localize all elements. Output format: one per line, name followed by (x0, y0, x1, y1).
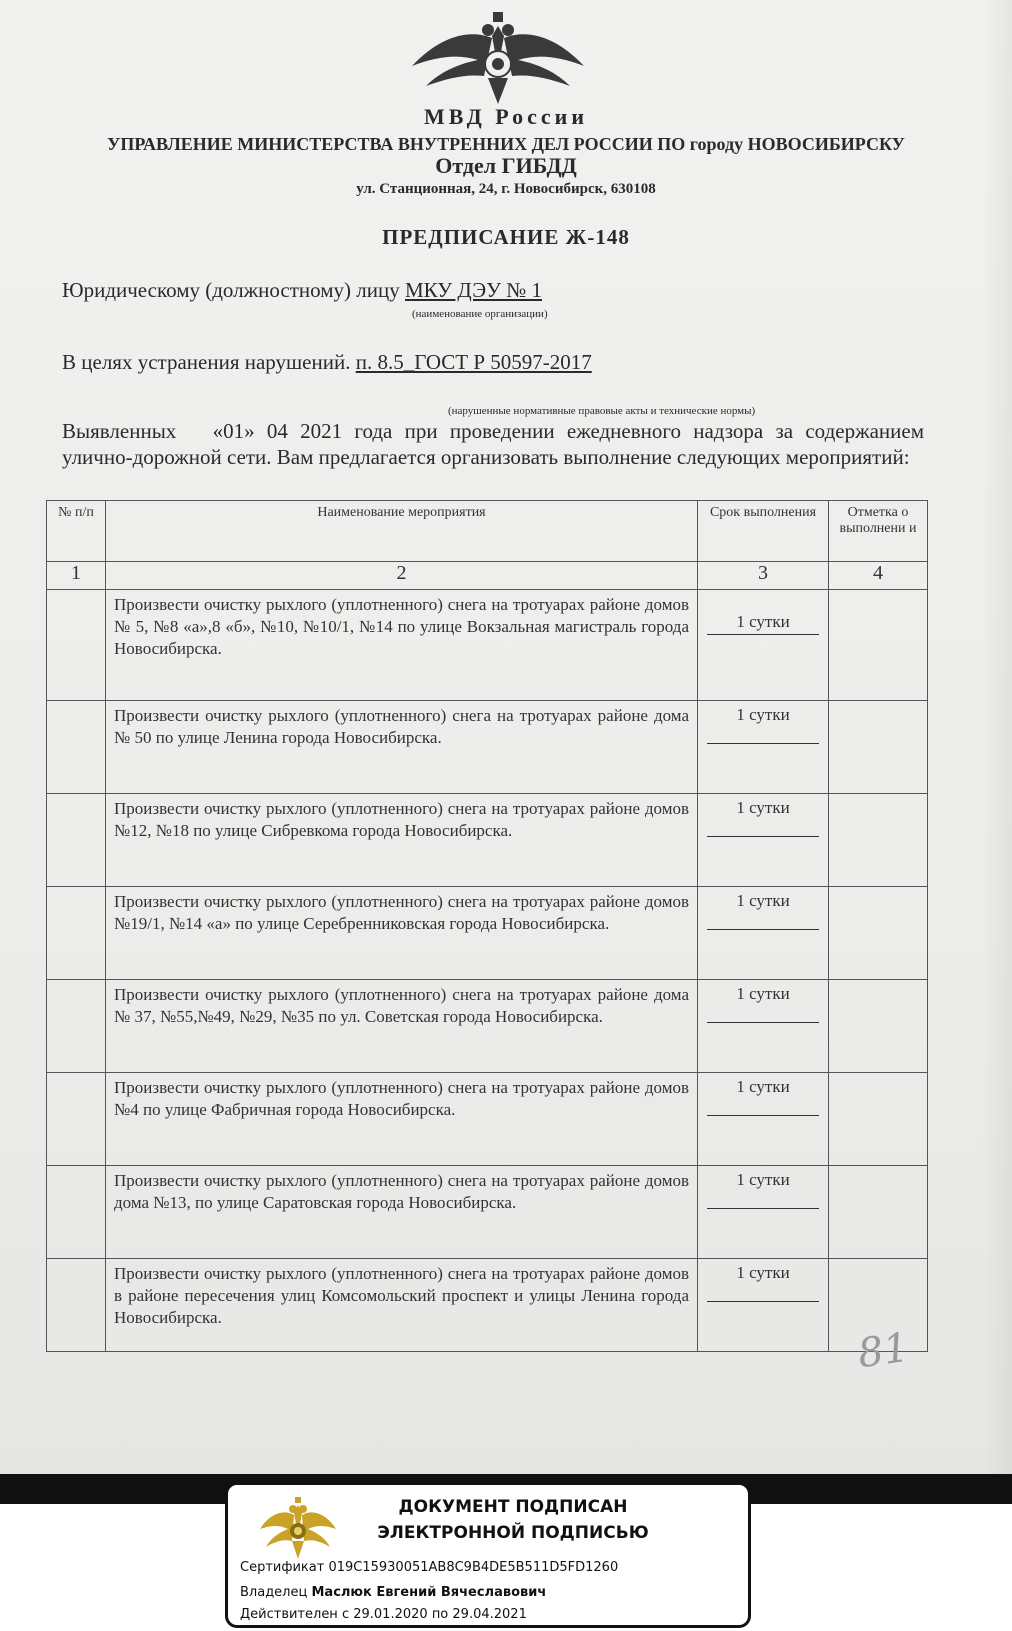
term-value: 1 сутки (736, 891, 790, 910)
certificate-value: 019C15930051AB8C9B4DE5B511D5FD1260 (328, 1560, 619, 1575)
owner-line (240, 1585, 546, 1600)
table-row (47, 980, 928, 1073)
term-value: 1 сутки (736, 1077, 790, 1096)
recipient-name: МКУ ДЭУ № 1 (404, 278, 542, 302)
row-term (698, 794, 829, 887)
violations-value: п. 8.5_ГОСТ Р 50597-2017 (355, 350, 592, 374)
header-term: Срок выполнения (698, 501, 829, 562)
term-underline (707, 634, 819, 635)
table-row (47, 590, 928, 701)
row-num (47, 887, 106, 980)
term-underline (707, 836, 819, 837)
row-mark (829, 1073, 928, 1166)
term-underline (707, 1301, 819, 1302)
handwritten-page-mark: 81 (855, 1324, 912, 1378)
term-underline (707, 1022, 819, 1023)
term-value: 1 сутки (736, 705, 790, 724)
address: ул. Станционная, 24, г. Новосибирск, 630108 (356, 181, 656, 197)
row-term (698, 980, 829, 1073)
header-mark: Отметка о выполнени и (829, 501, 928, 562)
row-description: Произвести очистку рыхлого (уплотненного) снега на тротуарах районе домов №12, №18 по улице Сибревкома города Новосибирска. (106, 794, 698, 887)
violations-caption: (нарушенные нормативные правовые акты и технические нормы) (448, 405, 756, 417)
violations-line (62, 350, 592, 375)
intro-paragraph (62, 418, 924, 470)
term-value: 1 сутки (736, 612, 790, 631)
row-mark (829, 887, 928, 980)
recipient-prefix: Юридическому (должностному) лицу (62, 278, 400, 302)
row-term (698, 590, 829, 701)
row-description: Произвести очистку рыхлого (уплотненного) снега на тротуарах районе домов №19/1, №14 «а» по улице Серебренниковская города Новосибирска. (106, 887, 698, 980)
electronic-signature-stamp (225, 1482, 751, 1628)
double-headed-eagle-emblem-icon (408, 8, 588, 108)
row-mark (829, 1166, 928, 1259)
owner-label: Владелец (240, 1585, 308, 1600)
table-row (47, 1259, 928, 1352)
term-value: 1 сутки (736, 798, 790, 817)
term-underline (707, 1115, 819, 1116)
row-num (47, 980, 106, 1073)
valid-label: Действителен с (240, 1607, 350, 1622)
column-number: 1 (47, 562, 106, 590)
header-num: № п/п (47, 501, 106, 562)
column-number: 2 (106, 562, 698, 590)
row-term (698, 1166, 829, 1259)
row-description: Произвести очистку рыхлого (уплотненного) снега на тротуарах районе домов №4 по улице Фабричная города Новосибирска. (106, 1073, 698, 1166)
term-underline (707, 929, 819, 930)
row-mark (829, 980, 928, 1073)
valid-from: 29.01.2020 (353, 1607, 428, 1622)
certificate-label: Сертификат (240, 1560, 325, 1575)
document-title: ПРЕДПИСАНИЕ Ж-148 (382, 225, 630, 249)
gold-eagle-emblem-icon (258, 1495, 338, 1561)
row-description: Произвести очистку рыхлого (уплотненного) снега на тротуарах районе дома № 50 по улице Ленина города Новосибирска. (106, 701, 698, 794)
term-value: 1 сутки (736, 1263, 790, 1282)
row-term (698, 1073, 829, 1166)
row-num (47, 1166, 106, 1259)
recipient-caption: (наименование организации) (412, 308, 548, 320)
row-num (47, 590, 106, 701)
recipient-line (62, 278, 542, 303)
row-num (47, 701, 106, 794)
valid-to: 29.04.2021 (452, 1607, 527, 1622)
department-title: УПРАВЛЕНИЕ МИНИСТЕРСТВА ВНУТРЕННИХ ДЕЛ РОССИИ ПО городу НОВОСИБИРСКУ (107, 134, 905, 154)
unit-title: Отдел ГИБДД (435, 153, 577, 178)
row-mark (829, 590, 928, 701)
row-description: Произвести очистку рыхлого (уплотненного) снега на тротуарах районе домов дома №13, по улице Саратовская города Новосибирска. (106, 1166, 698, 1259)
intro-word: Выявленных (62, 419, 177, 443)
owner-value: Маслюк Евгений Вячеславович (311, 1585, 547, 1600)
validity-line (240, 1607, 527, 1622)
table-row (47, 794, 928, 887)
column-number: 3 (698, 562, 829, 590)
valid-to-label: по (431, 1607, 449, 1622)
row-num (47, 794, 106, 887)
term-value: 1 сутки (736, 984, 790, 1003)
intro-rest: года при проведении ежедневного надзора за содержанием улично-дорожной сети. Вам предлагается организовать выполнение следующих мероприятий: (62, 419, 925, 469)
row-num (47, 1259, 106, 1352)
stamp-title-line2: ЭЛЕКТРОННОЙ ПОДПИСЬЮ (377, 1523, 649, 1543)
row-term (698, 1259, 829, 1352)
agency-title: МВД России (423, 104, 588, 129)
measures-table (46, 500, 928, 1352)
stamp-title-line1: ДОКУМЕНТ ПОДПИСАН (398, 1497, 628, 1517)
table-row (47, 1166, 928, 1259)
row-mark (829, 701, 928, 794)
row-description: Произвести очистку рыхлого (уплотненного) снега на тротуарах районе дома № 37, №55,№49, №29, №35 по ул. Советская города Новосибирска. (106, 980, 698, 1073)
table-header-row (47, 501, 928, 562)
row-term (698, 887, 829, 980)
term-underline (707, 743, 819, 744)
row-description: Произвести очистку рыхлого (уплотненного) снега на тротуарах районе домов в районе пересечения улиц Комсомольский проспект и улицы Ленина города Новосибирска. (106, 1259, 698, 1352)
header-name: Наименование мероприятия (106, 501, 698, 562)
term-value: 1 сутки (736, 1170, 790, 1189)
table-row (47, 701, 928, 794)
table-row (47, 887, 928, 980)
row-num (47, 1073, 106, 1166)
violations-prefix: В целях устранения нарушений. (62, 350, 351, 374)
certificate-line (240, 1560, 618, 1575)
row-term (698, 701, 829, 794)
intro-date: «01» 04 2021 (212, 419, 343, 443)
column-number: 4 (829, 562, 928, 590)
row-description: Произвести очистку рыхлого (уплотненного) снега на тротуарах районе домов № 5, №8 «а»,8 «б», №10, №10/1, №14 по улице Вокзальная магистраль города Новосибирска. (106, 590, 698, 701)
term-underline (707, 1208, 819, 1209)
table-row (47, 1073, 928, 1166)
row-mark (829, 794, 928, 887)
column-number-row (47, 562, 928, 590)
